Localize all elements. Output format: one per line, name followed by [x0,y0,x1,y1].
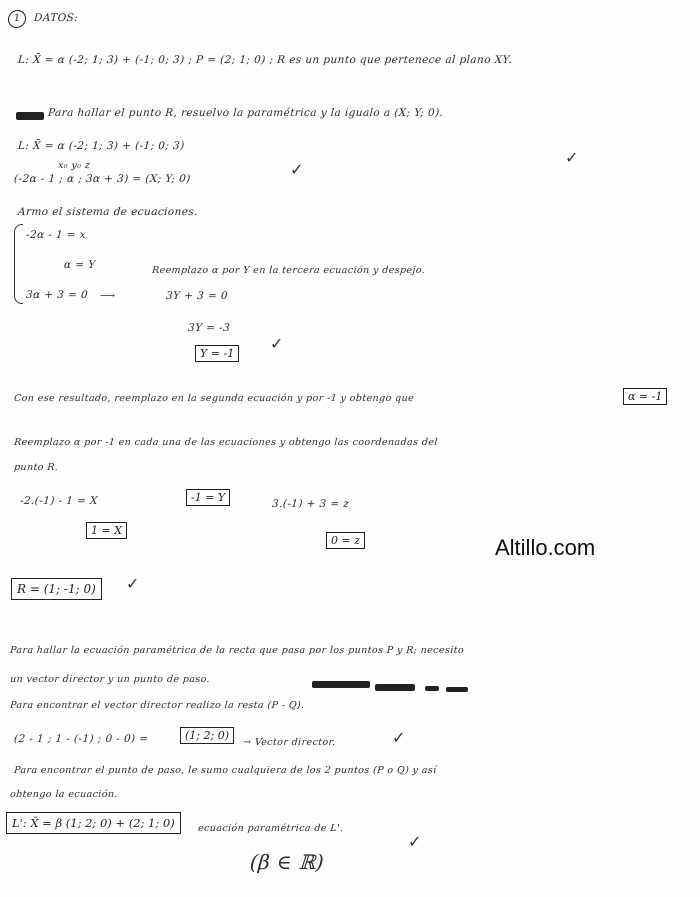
vector-director-box: (1; 2; 0) [180,727,234,744]
eq-z-sub: 3Y + 3 = 0 [165,290,229,302]
eq-y: α = Y [63,259,96,271]
final-equation-box: L': X̄ = β (1; 2; 0) + (2; 1; 0) [6,812,181,834]
eq-y-note: Reemplazo α por Y en la tercera ecuación y despejo. [151,265,426,276]
system-brace [14,224,23,304]
scribble-mark [312,681,370,688]
eq-x: -2α - 1 = x [25,229,87,241]
line-punto-paso: Para encontrar el punto de paso, le sumo cualquiera de los 2 puntos (P o Q) y así [13,765,437,776]
eq-coord-x: -2.(-1) - 1 = X [19,495,99,507]
result-y-box: Y = -1 [195,345,239,362]
line-data: L: X̄ = α (-2; 1; 3) + (-1; 0; 3) ; P = (2; 1; 0) ; R es un punto que pertenece al plano XY. [17,54,513,66]
checkmark-icon: ✓ [392,728,406,747]
eq-3y: 3Y = -3 [187,322,231,334]
scribble-mark [16,112,44,120]
line-hallar-r: Para hallar el punto R, resuelvo la paramétrica y la igualo a (X; Y; 0). [47,107,444,119]
exercise-number: 1 [7,10,26,28]
eq-coord-z: 3.(-1) + 3 = z [271,498,350,510]
scribble-mark [446,687,468,692]
scribble-mark [425,686,439,691]
line-punto-r: punto R. [13,462,59,473]
final-equation-label: ecuación paramétrica de L'. [197,823,344,834]
line-resta: (2 - 1 ; 1 - (-1) ; 0 - 0) = [13,733,149,745]
datos-heading: DATOS: [33,12,79,24]
scribble-mark [375,684,415,691]
line-obtengo: obtengo la ecuación. [9,789,119,800]
result-z-box: 0 = z [326,532,365,549]
watermark-logo: Altillo.com [495,535,596,560]
line-parametric: L: X̄ = α (-2; 1; 3) + (-1; 0; 3) [17,140,185,152]
result-x-box: 1 = X [86,522,127,539]
line-para-hallar: Para hallar la ecuación paramétrica de la recta que pasa por los puntos P y R; necesito [9,645,465,656]
eq-z: 3α + 3 = 0 [25,289,89,301]
checkmark-icon: ✓ [408,832,422,851]
line-components: (-2α - 1 ; α ; 3α + 3) = (X; Y; 0) [13,173,192,185]
result-r-box: R = (1; -1; 0) [11,578,102,600]
line-encontrar-vector: Para encontrar el vector director realizo la resta (P - Q). [9,700,305,711]
beta-domain: (β ∈ ℝ) [249,850,325,874]
result-y-coord-box: -1 = Y [186,489,230,506]
checkmark-icon: ✓ [270,334,284,353]
checkmark-icon: ✓ [290,160,304,179]
result-alpha-box: α = -1 [623,388,667,405]
line-labels: x₀ y₀ z [57,160,91,171]
checkmark-icon: ✓ [565,148,579,167]
line-vector: un vector director y un punto de paso. [9,674,211,685]
arrow-icon: ⟶ [99,290,116,302]
line-reemplazo: Reemplazo α por -1 en cada una de las ecuaciones y obtengo las coordenadas del [13,437,439,448]
checkmark-icon: ✓ [126,574,140,593]
line-sistema: Armo el sistema de ecuaciones. [17,206,199,218]
label-vector-director: → Vector director. [242,737,337,748]
line-con-ese: Con ese resultado, reemplazo en la segunda ecuación y por -1 y obtengo que [13,393,415,404]
